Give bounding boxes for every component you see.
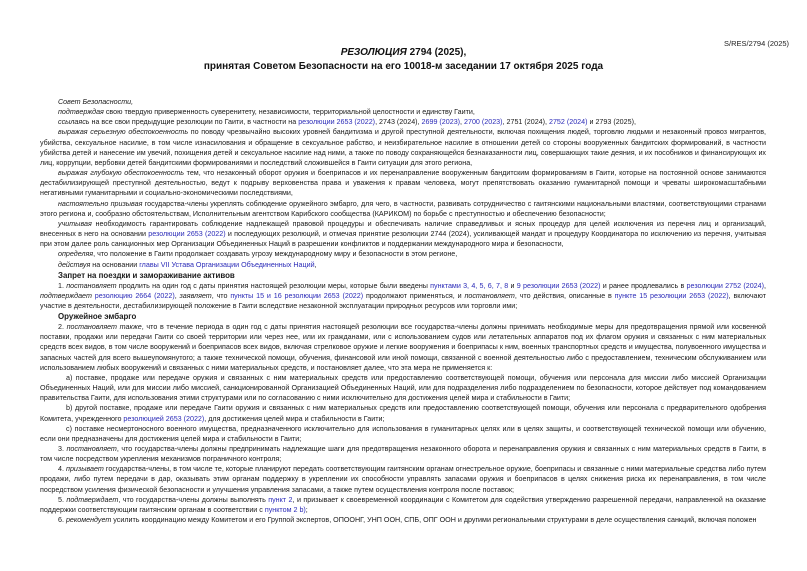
operative-lead: заявляет (179, 291, 212, 300)
preamble-text: на основании (90, 260, 140, 269)
preamble-paragraph (40, 127, 766, 168)
operative-lead: рекомендует (65, 516, 112, 525)
document-symbol: S/RES/2794 (2025) (724, 39, 790, 48)
preamble-lead: выражая серьезную обеспокоенность (58, 128, 189, 137)
resolution-link[interactable]: резолюции 2653 (2022) (148, 230, 226, 239)
paragraph-number: 4. (58, 465, 67, 474)
paragraph-link[interactable]: пункт 2 (268, 495, 293, 504)
operative-text: , включают участие в деятельности, дестабилизирующей положение в Гаити вследствие незаконной эксплуатации природных ресурсов или торговли ими; (40, 291, 766, 310)
preamble-text: необходимость гарантировать соблюдение надлежащей правовой процедуры и обеспечивать наличие справедливых и ясных процедур для целей исключения из перечня лиц и организаций, внесенных в него на основании (40, 219, 766, 239)
operative-text: и ранее продлевались в (600, 281, 687, 290)
preamble-text: по поводу чрезвычайно высоких уровней бандитизма и другой преступной деятельности, включая похищения людей, торговлю людьми и незаконный провоз мигрантов, убийства, сексуальное насилие, в том числе изнасилования и обращение в сексуальное рабство, и неизбирательное насилие в отношении детей со стороны вооруженных бандитских формирований, в частности убийства детей и нанесение им увечий, похищения детей и сексуальное насилие над ними, а также по поводу сохраняющейся безнаказанности лиц, совершающих такие деяния, и их пособников и финансирующих их лиц, коррупции, вербовки детей бандитскими формированиями и последствий сложившейся в Гаити ситуации для этого региона, (40, 128, 766, 167)
preamble-text: , (314, 260, 317, 269)
paragraph-link[interactable]: пункты 15 и 16 резолюции 2653 (2022) (230, 291, 364, 300)
resolution-link[interactable]: 2700 (2023) (464, 118, 503, 127)
preamble-text: на все свои предыдущие резолюции по Гаити, в частности на (89, 118, 299, 127)
document-body (40, 97, 766, 525)
preamble-lead: подтверждая (58, 108, 104, 117)
paragraph-number: 1. (58, 281, 67, 290)
preamble-paragraph (40, 168, 766, 198)
resolution-link[interactable]: 2752 (2024) (548, 118, 588, 127)
preamble-lead: ссылаясь (58, 118, 90, 127)
resolution-title-line (0, 46, 807, 60)
preamble-council (40, 97, 766, 107)
operative-paragraph-2 (40, 322, 766, 373)
preamble-text: и 2793 (2025), (587, 118, 636, 127)
operative-text: , что (211, 291, 231, 300)
resolution-subtitle: принятая Советом Безопасности на его 10018-м заседании 17 октября 2025 года (203, 61, 604, 72)
paragraph-number: 2. (58, 323, 67, 332)
operative-lead: постановляет (66, 445, 117, 453)
operative-lead: постановляет (66, 281, 117, 290)
resolution-number: 2794 (2025), (406, 47, 467, 58)
preamble-text: , 2751 (2024), (502, 118, 549, 127)
operative-text: , (764, 281, 766, 290)
preamble-paragraph (40, 219, 766, 249)
operative-text: b) другой поставке, продаже или передаче Гаити оружия и связанных с ним материальных средств или предоставлению соответствующей помощи, обучения или персонала с предварительного одобрения Комитета, учрежденного (40, 404, 766, 423)
operative-paragraph-3 (40, 444, 766, 464)
page-title (0, 46, 807, 74)
subparagraph-c: c) поставке несмертоносного военного имущества, предназначенного исключительно для использования в гуманитарных целях или в целях защиты, и соответствующей технической помощи или обучению, если они предназначены для достижения целей мира и стабильности в Гаити; (40, 424, 766, 443)
section-heading-travel-ban: Запрет на поездки и замораживание активов (58, 270, 235, 280)
section-heading-arms-embargo: Оружейное эмбарго (58, 312, 137, 322)
operative-text: продлить на один год с даты принятия настоящей резолюции меры, которые были введены (116, 281, 431, 290)
preamble-text: и последующих резолюций, и отмечая принятие резолюции 2744 (2024), усиливающей мандат и процедуру Координатора по исключению из перечня, учитывая при этом далее роль санкционных мер Организации Объединенных Наций в разрешении конфликтов и поддержании международного мира и безопасности, (40, 230, 766, 249)
preamble-paragraph (40, 249, 766, 259)
preamble-paragraph (40, 107, 766, 117)
resolution-link[interactable]: резолюции 2752 (2024) (686, 281, 764, 290)
resolution-link[interactable]: резолюцию 2664 (2022) (94, 291, 175, 300)
preamble-text: , 2743 (2024), (375, 118, 422, 127)
preamble-text: , (460, 118, 465, 127)
preamble-paragraph (40, 260, 766, 270)
charter-chapter-link[interactable]: главы VII Устава Организации Объединенных Наций (139, 260, 315, 269)
operative-lead: подтверждает (66, 495, 119, 504)
subparagraph-a: a) поставке, продаже или передаче оружия и связанных с ним материальных средств или предоставлению соответствующей помощи, обучения или персонала для миссии либо миссией Организации Объединенных Наций, или для миссии либо миссией, санкционированной Организацией Объединенных Наций, или для подразделения либо подразделением по безопасности, которое действует под командованием правительства Гаити, для использования этими структурами или по согласованию с ними исключительно для достижения целей мира и стабильности в Гаити; (40, 373, 766, 403)
preamble-lead: учитывая (58, 219, 92, 228)
preamble-text: тем, что незаконный оборот оружия и боеприпасов и их перенаправление вооруженным бандитским формированиям в Гаити, которые на постоянной основе занимаются дестабилизирующей преступной деятельностью, ведут к подрыву верховенства права и уважения к правам человека, могут препятствовать оказанию гуманитарной помощи и чреваты широкомасштабными негативными гуманитарными и социально-экономическими последствиями, (40, 169, 767, 198)
preamble-text: свою твердую приверженность суверенитету, независимости, территориальной целостности и единству Гаити, (103, 108, 475, 117)
paragraph-link[interactable]: пункте 15 резолюции 2653 (2022) (614, 291, 729, 300)
operative-text: государства-члены, в том числе те, которые планируют передать соответствующим гаитянским органам огнестрельное оружие, боеприпасы и связанные с ними материальные средства либо путем продажи, либо путем передачи в дар, оказывать этим органам поддержку в укреплении их способности управлять запасами оружия и боеприпасов в целях снижения риска их перенаправления, в том числе посредством усиления физической безопасности и улучшения управления запасами, а также путем осуществления контроля после поставок; (40, 465, 766, 494)
resolution-word: РЕЗОЛЮЦИЯ (340, 47, 407, 58)
operative-lead: подтверждает (40, 291, 92, 300)
operative-paragraph-1 (40, 281, 766, 311)
operative-text: , что государства-члены должны предпринимать надлежащие шаги для предотвращения незаконного оборота и перенаправления оружия и связанных с ним материальных средств в Гаити, в том числе посредством укрепления механизмов пограничного контроля; (40, 445, 766, 464)
preamble-paragraph (40, 117, 766, 127)
resolution-link[interactable]: резолюцией 2653 (2022) (123, 414, 205, 423)
preamble-lead: действуя (58, 260, 91, 269)
preamble-lead: определяя (58, 250, 94, 259)
paragraph-number: 5. (58, 495, 67, 504)
operative-text: , и призывает к своевременной координации с Комитетом для содействия утверждению разрешенной передачи, направленной на оказание поддержки соответствующим гаитянским органам в соответствии с (40, 495, 766, 514)
preamble-paragraph (40, 199, 766, 219)
operative-text: и (508, 281, 517, 290)
operative-paragraph-4 (40, 464, 766, 494)
paragraph-link[interactable]: пунктами 3, 4, 5, 6, 7, 8 (430, 281, 509, 290)
operative-paragraph-6 (40, 515, 766, 525)
paragraph-number: 6. (58, 516, 66, 525)
operative-lead: призывает (66, 465, 104, 474)
operative-text: , что государства-члены должны выполнять (118, 495, 269, 504)
operative-text: усилить координацию между Комитетом и его Группой экспертов, ОПООНГ, УНП ООН, СПБ, ОПГ ООН и другими региональными структурами в деле осуществления санкций, включая положен (111, 516, 757, 525)
preamble-lead: настоятельно призывая (58, 199, 143, 208)
resolution-link[interactable]: 2699 (2023) (421, 118, 461, 127)
operative-lead: постановляет также (66, 323, 142, 332)
preamble-text: государства-члены укреплять соблюдение оружейного эмбарго, для чего, в частности, развивать сотрудничество с гаитянскими национальными властями, соответствующими странами этого региона и, сообразно обстоятельствам, Исполнительным агентством Карибского сообщества (КАРИКОМ) по борьбе с преступностью и обеспечению безопасности; (40, 199, 766, 218)
preamble-lead: выражая глубокую обеспокоенность (58, 169, 185, 178)
operative-text: , (174, 291, 180, 300)
operative-text: , для достижения целей мира и стабильности в Гаити; (204, 414, 385, 423)
operative-text: продолжают применяться, и (363, 291, 465, 300)
operative-lead: постановляет (464, 291, 515, 300)
paragraph-link[interactable]: пунктом 2 b) (264, 505, 306, 514)
subparagraph-b (40, 403, 766, 423)
paragraph-number: 3. (58, 445, 67, 453)
operative-paragraph-5 (40, 495, 766, 515)
preamble-lead: Совет Безопасности, (58, 98, 134, 106)
operative-text: , что в течение периода в один год с даты принятия настоящей резолюции все государства-члены должны принимать необходимые меры для предотвращения прямой или косвенной поставки, продажи или передачи Гаити со своей территории или через нее, или их гражданами, или с использованием судов или летательных аппаратов под их флагом оружия и связанных с ним материальных средств всех видов, в том числе вооружений и боеприпасов всех видов, включая стрелковое оружие и легкие вооружения и боеприпасы к ним, военных транспортных средств и имущества, полувоенного имущества и запасных частей для всего вышеупомянутого; а также технической помощи, обучения, финансовой или иной помощи, связанной с военной деятельностью либо с предоставлением, техническим обслуживанием или использованием любых вооружений и связанных с ними материальных средств, и постановляет далее, что эта мера не применяется к: (40, 323, 766, 372)
operative-text: , что действия, описанные в (514, 291, 615, 300)
resolution-link[interactable]: 9 резолюции 2653 (2022) (516, 281, 601, 290)
operative-text: ; (305, 505, 308, 514)
resolution-link[interactable]: резолюции 2653 (2022) (298, 118, 376, 127)
preamble-text: , что положение в Гаити продолжает создавать угрозу международному миру и безопасности в этом регионе, (93, 250, 458, 259)
